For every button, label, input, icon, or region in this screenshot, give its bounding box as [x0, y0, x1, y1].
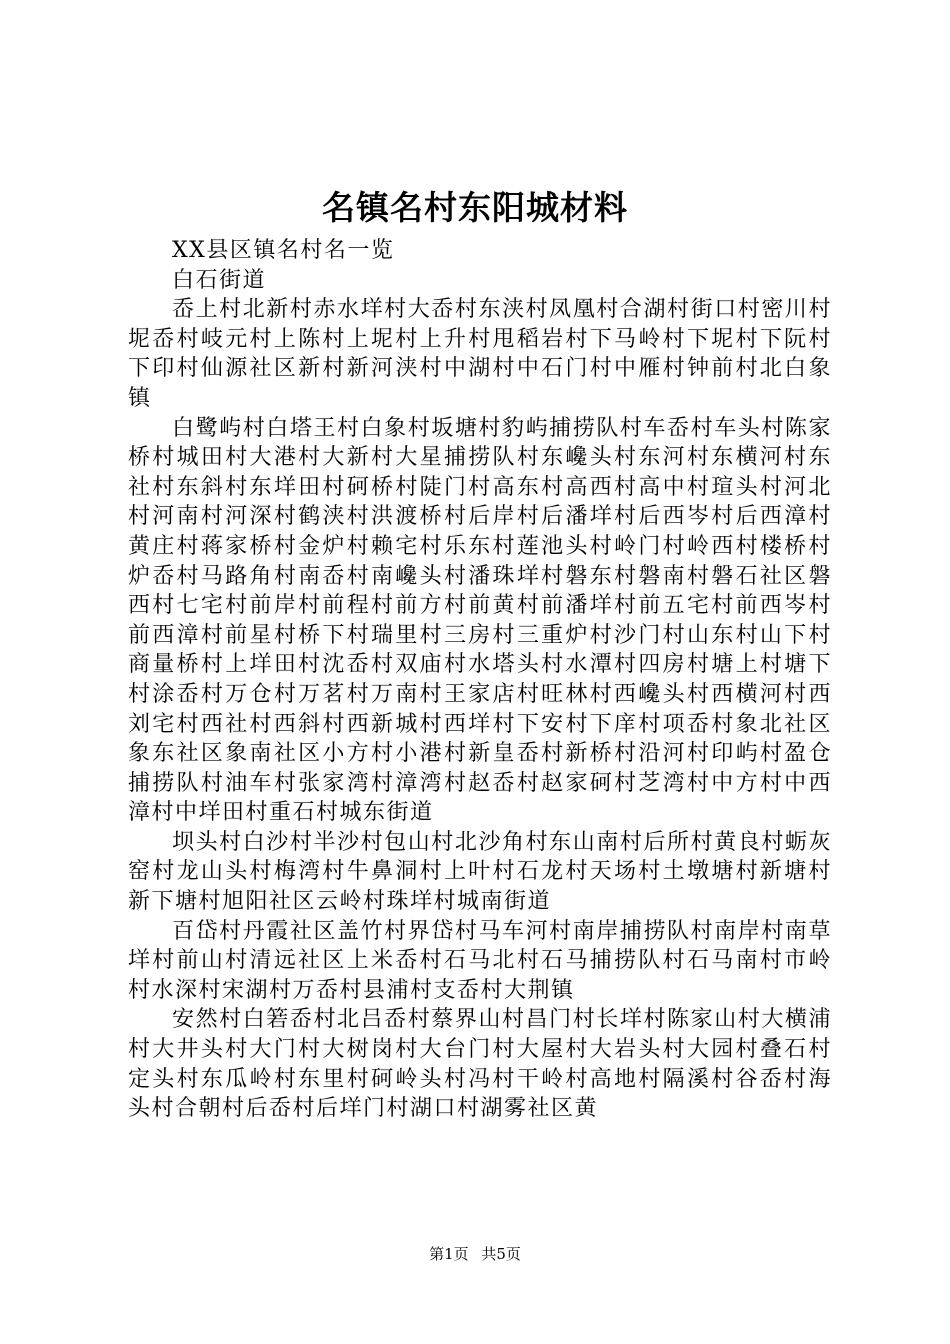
document-body — [128, 236, 832, 1124]
paragraph: 安然村白箬岙村北吕岙村蔡界山村昌门村长垟村陈家山村大横浦村大井头村大门村大树岗村大台门村大屋村大岩头村大园村叠石村定头村东瓜岭村东里村砢岭头村冯村干岭村高地村隔溪村谷岙村海头村合朝村后岙村后垟门村湖口村湖雾社区黄 — [128, 1007, 832, 1122]
page-footer — [0, 1244, 950, 1264]
paragraph-subheading: 白石街道 — [172, 267, 267, 293]
paragraph-heading: XX县区镇名村名一览 — [172, 238, 395, 263]
page-number: 第1页 — [429, 1245, 469, 1263]
paragraph: 岙上村北新村赤水垟村大岙村东浃村凤凰村合湖村街口村密川村坭岙村岐元村上陈村上坭村上升村甩稻岩村下马岭村下坭村下阮村下印村仙源社区新村新河浃村中湖村中石门村中雁村钟前村北白象镇 — [128, 297, 832, 411]
paragraph: 坝头村白沙村半沙村包山村北沙角村东山南村后所村黄良村蛎灰窑村龙山头村梅湾村牛鼻洞村上叶村石龙村天场村土墩塘村新塘村新下塘村旭阳社区云岭村珠垟村城南街道 — [128, 829, 832, 915]
paragraph: 百岱村丹霞社区盖竹村界岱村马车河村南岸捕捞队村南岸村南草垟村前山村清远社区上米岙村石马北村石马捕捞队村石马南村市岭村水深村宋湖村万岙村县浦村支岙村大荆镇 — [128, 918, 832, 1003]
page-total: 共5页 — [481, 1245, 521, 1263]
paragraph: 白鹭屿村白塔王村白象村坂塘村豹屿捕捞队村车岙村车头村陈家桥村城田村大港村大新村大星捕捞队村东巉头村东河村东横河村东社村东斜村东垟田村砢桥村陡门村高东村高西村高中村瑄头村河北村河南村河深村鹤浃村洪渡桥村后岸村后潘垟村后西岑村后西漳村黄庄村蒋家桥村金炉村赖宅村乐东村莲池头村岭门村岭西村楼桥村炉岙村马路角村南岙村南巉头村潘珠垟村磐东村磐南村磐石社区磐西村七宅村前岸村前程村前方村前黄村前潘垟村前五宅村前西岑村前西漳村前星村桥下村瑞里村三房村三重炉村沙门村山东村山下村商量桥村上垟田村沈岙村双庙村水塔头村水潭村四房村塘上村塘下村涂岙村万仓村万茗村万南村王家店村旺林村西巉头村西横河村西刘宅村西社村西斜村西新城村西垟村下安村下庠村项岙村象北社区象东社区象南社区小方村小港村新皇岙村新桥村沿河村印屿村盈仓捕捞队村油车村张家湾村漳湾村赵岙村赵家砢村芝湾村中方村中西漳村中垟田村重石村城东街道 — [128, 415, 832, 826]
document-title: 名镇名村东阳城材料 — [322, 188, 628, 227]
